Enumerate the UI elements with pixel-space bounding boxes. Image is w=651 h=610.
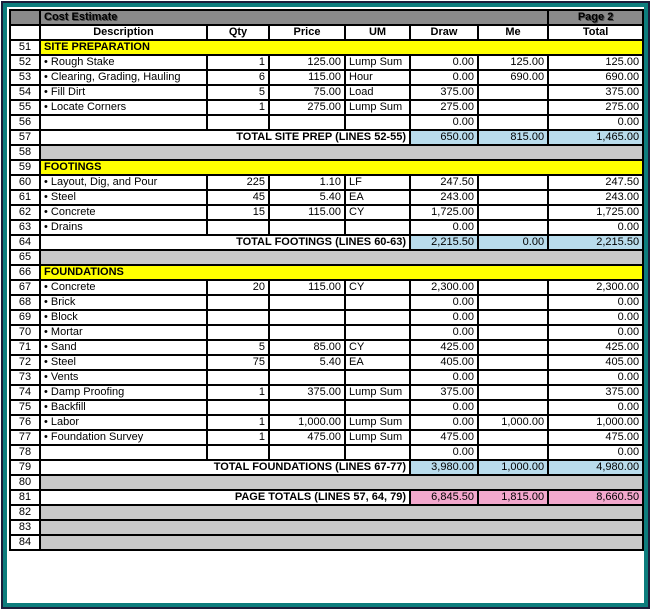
cell-me[interactable]: [478, 280, 548, 295]
cell-description[interactable]: • Backfill: [40, 400, 207, 415]
cell-me[interactable]: [478, 370, 548, 385]
cell-draw[interactable]: 3,980.00: [410, 460, 478, 475]
cell-um[interactable]: Lump Sum: [345, 55, 410, 70]
cell-total[interactable]: 4,980.00: [548, 460, 643, 475]
cell-price[interactable]: [269, 115, 345, 130]
item-row: [10, 370, 643, 385]
cell-um[interactable]: [345, 370, 410, 385]
column-header-qty[interactable]: Qty: [207, 25, 269, 40]
cell-me[interactable]: [478, 400, 548, 415]
row-number[interactable]: 79: [10, 460, 40, 475]
cell-description[interactable]: • Vents: [40, 370, 207, 385]
row-number[interactable]: 66: [10, 265, 40, 280]
page-number: Page 2: [548, 10, 643, 25]
column-header-draw[interactable]: Draw: [410, 25, 478, 40]
cell-description[interactable]: [40, 445, 207, 460]
cell-um[interactable]: CY: [345, 205, 410, 220]
cell-total[interactable]: 2,215.50: [548, 235, 643, 250]
cell-price[interactable]: 5.40: [269, 190, 345, 205]
row-number[interactable]: 56: [10, 115, 40, 130]
cell-me[interactable]: [478, 220, 548, 235]
row-number[interactable]: 55: [10, 100, 40, 115]
row-number[interactable]: 81: [10, 490, 40, 505]
spacer-cell[interactable]: [40, 505, 643, 520]
item-row: [10, 55, 643, 70]
cell-me[interactable]: [478, 175, 548, 190]
cell-description[interactable]: • Steel: [40, 190, 207, 205]
cell-description[interactable]: • Locate Corners: [40, 100, 207, 115]
cell-price[interactable]: 85.00: [269, 340, 345, 355]
cell-total[interactable]: 0.00: [548, 220, 643, 235]
cell-price[interactable]: [269, 295, 345, 310]
item-row: [10, 310, 643, 325]
cell-um[interactable]: [345, 400, 410, 415]
cell-description[interactable]: • Clearing, Grading, Hauling: [40, 70, 207, 85]
cell-draw[interactable]: 650.00: [410, 130, 478, 145]
cell-um[interactable]: Lump Sum: [345, 385, 410, 400]
cell-draw[interactable]: 247.50: [410, 175, 478, 190]
cell-price[interactable]: [269, 400, 345, 415]
row-number[interactable]: 64: [10, 235, 40, 250]
section-title-cell[interactable]: FOOTINGS: [40, 160, 643, 175]
cell-me[interactable]: [478, 430, 548, 445]
cell-um[interactable]: [345, 325, 410, 340]
cell-qty[interactable]: 75: [207, 355, 269, 370]
column-header-row: [10, 25, 643, 40]
cell-draw[interactable]: 375.00: [410, 85, 478, 100]
cell-draw[interactable]: 2,300.00: [410, 280, 478, 295]
cell-total[interactable]: 1,725.00: [548, 205, 643, 220]
column-header-price[interactable]: Price: [269, 25, 345, 40]
cell-total[interactable]: 0.00: [548, 445, 643, 460]
cell-me[interactable]: [478, 385, 548, 400]
subtotal-row: [10, 130, 643, 145]
cell-price[interactable]: 75.00: [269, 85, 345, 100]
cell-um[interactable]: Lump Sum: [345, 430, 410, 445]
cell-me[interactable]: [478, 205, 548, 220]
cell-price[interactable]: 1,000.00: [269, 415, 345, 430]
cell-qty[interactable]: [207, 310, 269, 325]
cell-total[interactable]: 0.00: [548, 325, 643, 340]
cell-um[interactable]: Hour: [345, 70, 410, 85]
cell-price[interactable]: [269, 310, 345, 325]
cell-description[interactable]: • Labor: [40, 415, 207, 430]
spacer-row: [10, 475, 643, 490]
cell-um[interactable]: [345, 115, 410, 130]
cell-total[interactable]: 1,000.00: [548, 415, 643, 430]
cell-um[interactable]: [345, 310, 410, 325]
cell-draw[interactable]: 275.00: [410, 100, 478, 115]
estimate-rows: [10, 40, 643, 550]
cell-me[interactable]: [478, 355, 548, 370]
cell-price[interactable]: [269, 325, 345, 340]
cell-qty[interactable]: 15: [207, 205, 269, 220]
cell-me[interactable]: [478, 295, 548, 310]
cell-description[interactable]: • Block: [40, 310, 207, 325]
row-number[interactable]: 69: [10, 310, 40, 325]
cell-draw[interactable]: 0.00: [410, 310, 478, 325]
row-number[interactable]: 67: [10, 280, 40, 295]
row-number-header[interactable]: [10, 25, 40, 40]
cell-um[interactable]: CY: [345, 340, 410, 355]
cell-qty[interactable]: [207, 400, 269, 415]
item-row: [10, 115, 643, 130]
spacer-row: [10, 145, 643, 160]
cell-um[interactable]: [345, 220, 410, 235]
cell-total[interactable]: 247.50: [548, 175, 643, 190]
item-row: [10, 385, 643, 400]
cell-qty[interactable]: 5: [207, 340, 269, 355]
cell-description[interactable]: • Concrete: [40, 205, 207, 220]
cell-price[interactable]: [269, 445, 345, 460]
cell-draw[interactable]: 0.00: [410, 415, 478, 430]
item-row: [10, 400, 643, 415]
row-number[interactable]: 57: [10, 130, 40, 145]
total-label-cell[interactable]: TOTAL FOUNDATIONS (LINES 67-77): [40, 460, 410, 475]
subtotal-row: [10, 235, 643, 250]
cell-description[interactable]: • Mortar: [40, 325, 207, 340]
cell-draw[interactable]: 0.00: [410, 325, 478, 340]
row-number[interactable]: 83: [10, 520, 40, 535]
row-number[interactable]: 73: [10, 370, 40, 385]
cell-me[interactable]: [478, 100, 548, 115]
cell-me[interactable]: 815.00: [478, 130, 548, 145]
cell-price[interactable]: 275.00: [269, 100, 345, 115]
row-number[interactable]: 80: [10, 475, 40, 490]
cell-me[interactable]: 125.00: [478, 55, 548, 70]
cell-total[interactable]: 8,660.50: [548, 490, 643, 505]
cell-description[interactable]: • Layout, Dig, and Pour: [40, 175, 207, 190]
row-number[interactable]: 63: [10, 220, 40, 235]
cell-qty[interactable]: 5: [207, 85, 269, 100]
item-row: [10, 445, 643, 460]
cell-me[interactable]: 1,000.00: [478, 460, 548, 475]
cell-draw[interactable]: 0.00: [410, 400, 478, 415]
cell-qty[interactable]: 45: [207, 190, 269, 205]
cell-price[interactable]: 115.00: [269, 205, 345, 220]
spacer-row: [10, 250, 643, 265]
item-row: [10, 175, 643, 190]
item-row: [10, 325, 643, 340]
cell-price[interactable]: 1.10: [269, 175, 345, 190]
cell-price[interactable]: 475.00: [269, 430, 345, 445]
cell-draw[interactable]: 243.00: [410, 190, 478, 205]
cell-total[interactable]: 0.00: [548, 400, 643, 415]
cell-draw[interactable]: 375.00: [410, 385, 478, 400]
cell-qty[interactable]: 1: [207, 415, 269, 430]
spacer-cell[interactable]: [40, 535, 643, 550]
cell-description[interactable]: • Brick: [40, 295, 207, 310]
cell-draw[interactable]: 0.00: [410, 70, 478, 85]
cell-me[interactable]: 1,000.00: [478, 415, 548, 430]
cell-total[interactable]: 475.00: [548, 430, 643, 445]
cell-qty[interactable]: [207, 370, 269, 385]
total-label-cell[interactable]: PAGE TOTALS (LINES 57, 64, 79): [40, 490, 410, 505]
cell-description[interactable]: [40, 115, 207, 130]
cell-qty[interactable]: 225: [207, 175, 269, 190]
cell-qty[interactable]: 1: [207, 100, 269, 115]
cell-draw[interactable]: 0.00: [410, 445, 478, 460]
section-title-cell[interactable]: FOUNDATIONS: [40, 265, 643, 280]
cell-draw[interactable]: 425.00: [410, 340, 478, 355]
cell-price[interactable]: 115.00: [269, 70, 345, 85]
cell-description[interactable]: • Concrete: [40, 280, 207, 295]
cell-draw[interactable]: 0.00: [410, 115, 478, 130]
cell-me[interactable]: 0.00: [478, 235, 548, 250]
item-row: [10, 85, 643, 100]
cell-total[interactable]: 425.00: [548, 340, 643, 355]
cell-me[interactable]: [478, 445, 548, 460]
cell-um[interactable]: LF: [345, 175, 410, 190]
cell-qty[interactable]: 1: [207, 55, 269, 70]
cell-um[interactable]: EA: [345, 355, 410, 370]
cell-draw[interactable]: 2,215.50: [410, 235, 478, 250]
cell-draw[interactable]: 0.00: [410, 370, 478, 385]
cell-total[interactable]: 0.00: [548, 370, 643, 385]
cell-qty[interactable]: 6: [207, 70, 269, 85]
cell-total[interactable]: 125.00: [548, 55, 643, 70]
row-number[interactable]: 61: [10, 190, 40, 205]
cell-draw[interactable]: 6,845.50: [410, 490, 478, 505]
cell-draw[interactable]: 0.00: [410, 55, 478, 70]
cell-qty[interactable]: 1: [207, 430, 269, 445]
cost-estimate-table: [9, 9, 644, 551]
cell-draw[interactable]: 1,725.00: [410, 205, 478, 220]
cell-me[interactable]: [478, 115, 548, 130]
cell-um[interactable]: [345, 445, 410, 460]
row-number[interactable]: 60: [10, 175, 40, 190]
cell-um[interactable]: CY: [345, 280, 410, 295]
item-row: [10, 205, 643, 220]
row-number[interactable]: 74: [10, 385, 40, 400]
cell-total[interactable]: 1,465.00: [548, 130, 643, 145]
cell-draw[interactable]: 475.00: [410, 430, 478, 445]
cell-total[interactable]: 375.00: [548, 85, 643, 100]
cell-description[interactable]: • Damp Proofing: [40, 385, 207, 400]
item-row: [10, 220, 643, 235]
teal-frame: [1, 1, 650, 609]
sheet-area: [7, 7, 644, 603]
cell-total[interactable]: 405.00: [548, 355, 643, 370]
cell-total[interactable]: 0.00: [548, 310, 643, 325]
cell-qty[interactable]: [207, 325, 269, 340]
cell-description[interactable]: • Foundation Survey: [40, 430, 207, 445]
titlebar-corner-cell: [10, 10, 40, 25]
cell-description[interactable]: • Fill Dirt: [40, 85, 207, 100]
row-number[interactable]: 54: [10, 85, 40, 100]
row-number[interactable]: 53: [10, 70, 40, 85]
item-row: [10, 340, 643, 355]
item-row: [10, 430, 643, 445]
cell-total[interactable]: 0.00: [548, 115, 643, 130]
cell-price[interactable]: 115.00: [269, 280, 345, 295]
row-number[interactable]: 76: [10, 415, 40, 430]
cell-draw[interactable]: 0.00: [410, 220, 478, 235]
item-row: [10, 295, 643, 310]
column-header-me[interactable]: Me: [478, 25, 548, 40]
cell-price[interactable]: [269, 370, 345, 385]
section-row: [10, 40, 643, 55]
spacer-cell[interactable]: [40, 475, 643, 490]
row-number[interactable]: 77: [10, 430, 40, 445]
section-row: [10, 265, 643, 280]
cell-me[interactable]: [478, 85, 548, 100]
cell-um[interactable]: [345, 295, 410, 310]
row-number[interactable]: 75: [10, 400, 40, 415]
item-row: [10, 100, 643, 115]
column-header-um[interactable]: UM: [345, 25, 410, 40]
row-number[interactable]: 52: [10, 55, 40, 70]
cell-total[interactable]: 0.00: [548, 295, 643, 310]
cell-draw[interactable]: 0.00: [410, 295, 478, 310]
spacer-cell[interactable]: [40, 145, 643, 160]
cell-qty[interactable]: 20: [207, 280, 269, 295]
section-title-cell[interactable]: SITE PREPARATION: [40, 40, 643, 55]
cell-qty[interactable]: [207, 115, 269, 130]
cell-um[interactable]: Lump Sum: [345, 415, 410, 430]
row-number[interactable]: 59: [10, 160, 40, 175]
row-number[interactable]: 72: [10, 355, 40, 370]
cell-total[interactable]: 275.00: [548, 100, 643, 115]
cell-qty[interactable]: [207, 445, 269, 460]
cell-me[interactable]: [478, 310, 548, 325]
row-number[interactable]: 68: [10, 295, 40, 310]
cell-price[interactable]: [269, 220, 345, 235]
row-number[interactable]: 70: [10, 325, 40, 340]
cell-total[interactable]: 690.00: [548, 70, 643, 85]
cell-total[interactable]: 243.00: [548, 190, 643, 205]
cell-draw[interactable]: 405.00: [410, 355, 478, 370]
row-number[interactable]: 84: [10, 535, 40, 550]
cell-me[interactable]: [478, 190, 548, 205]
cell-description[interactable]: • Steel: [40, 355, 207, 370]
column-header-total[interactable]: Total: [548, 25, 643, 40]
section-row: [10, 160, 643, 175]
cell-price[interactable]: 5.40: [269, 355, 345, 370]
cell-qty[interactable]: 1: [207, 385, 269, 400]
title-row: [10, 10, 643, 25]
cell-me[interactable]: 1,815.00: [478, 490, 548, 505]
sheet-title: Cost Estimate: [40, 10, 548, 25]
item-row: [10, 355, 643, 370]
item-row: [10, 280, 643, 295]
spacer-row: [10, 505, 643, 520]
cell-total[interactable]: 375.00: [548, 385, 643, 400]
cell-me[interactable]: [478, 325, 548, 340]
cell-me[interactable]: 690.00: [478, 70, 548, 85]
page-totals-row: [10, 490, 643, 505]
row-number[interactable]: 58: [10, 145, 40, 160]
cell-description[interactable]: • Sand: [40, 340, 207, 355]
cell-price[interactable]: 375.00: [269, 385, 345, 400]
item-row: [10, 415, 643, 430]
row-number[interactable]: 62: [10, 205, 40, 220]
cell-um[interactable]: EA: [345, 190, 410, 205]
spacer-row: [10, 520, 643, 535]
cell-me[interactable]: [478, 340, 548, 355]
column-header-description[interactable]: Description: [40, 25, 207, 40]
cell-qty[interactable]: [207, 220, 269, 235]
total-label-cell[interactable]: TOTAL SITE PREP (LINES 52-55): [40, 130, 410, 145]
cell-um[interactable]: Load: [345, 85, 410, 100]
row-number[interactable]: 65: [10, 250, 40, 265]
row-number[interactable]: 51: [10, 40, 40, 55]
row-number[interactable]: 82: [10, 505, 40, 520]
cell-description[interactable]: • Drains: [40, 220, 207, 235]
cell-total[interactable]: 2,300.00: [548, 280, 643, 295]
cell-qty[interactable]: [207, 295, 269, 310]
spacer-cell[interactable]: [40, 250, 643, 265]
spacer-row: [10, 535, 643, 550]
subtotal-row: [10, 460, 643, 475]
item-row: [10, 70, 643, 85]
item-row: [10, 190, 643, 205]
row-number[interactable]: 78: [10, 445, 40, 460]
total-label-cell[interactable]: TOTAL FOOTINGS (LINES 60-63): [40, 235, 410, 250]
cell-description[interactable]: • Rough Stake: [40, 55, 207, 70]
cell-um[interactable]: Lump Sum: [345, 100, 410, 115]
spacer-cell[interactable]: [40, 520, 643, 535]
cell-price[interactable]: 125.00: [269, 55, 345, 70]
row-number[interactable]: 71: [10, 340, 40, 355]
